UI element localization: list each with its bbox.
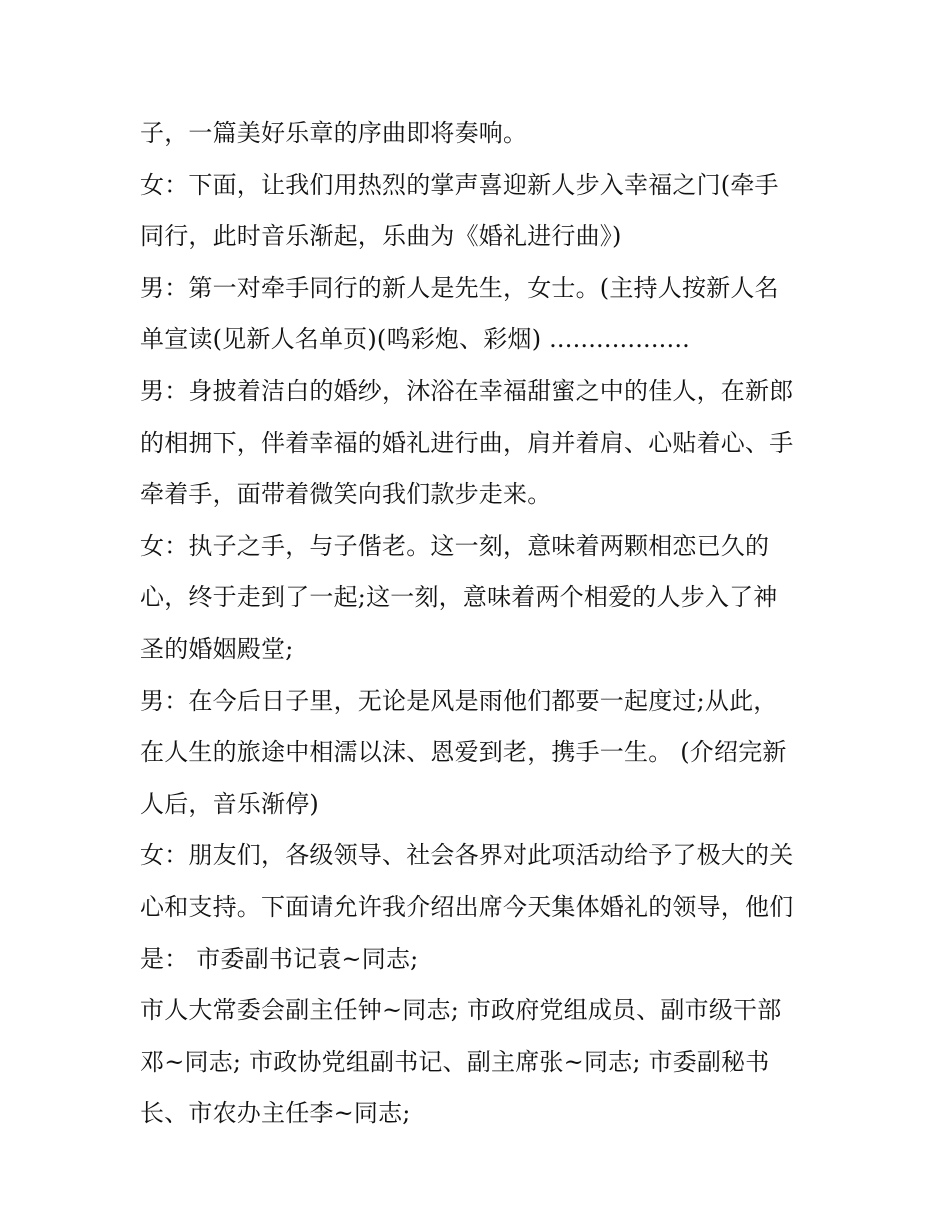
text-line: 邓~同志; 市政协党组副书记、副主席张~同志; 市委副秘书: [140, 1047, 770, 1076]
text-line: 市人大常委会副主任钟~同志; 市政府党组成员、副市级干部: [140, 996, 782, 1025]
text-line: 心和支持。下面请允许我介绍出席今天集体婚礼的领导，他们: [140, 892, 794, 921]
text-line: 男：在今后日子里，无论是风是雨他们都要一起度过;从此，: [140, 686, 778, 715]
text-line: 长、市农办主任李~同志;: [140, 1099, 411, 1128]
text-line: 牵着手，面带着微笑向我们款步走来。: [140, 480, 552, 509]
text-line: 心，终于走到了一起;这一刻，意味着两个相爱的人步入了神: [140, 583, 778, 612]
text-line: 的相拥下，伴着幸福的婚礼进行曲，肩并着肩、心贴着心、手: [140, 428, 794, 457]
text-line: 女：下面，让我们用热烈的掌声喜迎新人步入幸福之门(牵手: [140, 170, 779, 199]
text-line: 女：朋友们，各级领导、社会各界对此项活动给予了极大的关: [140, 841, 794, 870]
text-line: 是： 市委副书记袁~同志;: [140, 944, 419, 973]
text-line: 女：执子之手，与子偕老。这一刻，意味着两颗相恋已久的: [140, 531, 770, 560]
text-line: 子，一篇美好乐章的序曲即将奏响。: [140, 119, 528, 147]
document-body: [140, 108, 820, 1140]
text-line: 圣的婚姻殿堂;: [140, 634, 294, 663]
text-line: 单宣读(见新人名单页)(鸣彩炮、彩烟) ..................: [140, 325, 691, 354]
text-line: 男：第一对牵手同行的新人是先生，女士。(主持人按新人名: [140, 273, 779, 302]
text-line: 在人生的旅途中相濡以沫、恩爱到老，携手一生。 (介绍完新: [140, 738, 787, 767]
text-line: 男：身披着洁白的婚纱，沐浴在幸福甜蜜之中的佳人，在新郎: [140, 376, 794, 405]
text-line: 同行，此时音乐渐起，乐曲为《婚礼进行曲》): [140, 222, 622, 251]
text-line: 人后，音乐渐停): [140, 789, 319, 818]
